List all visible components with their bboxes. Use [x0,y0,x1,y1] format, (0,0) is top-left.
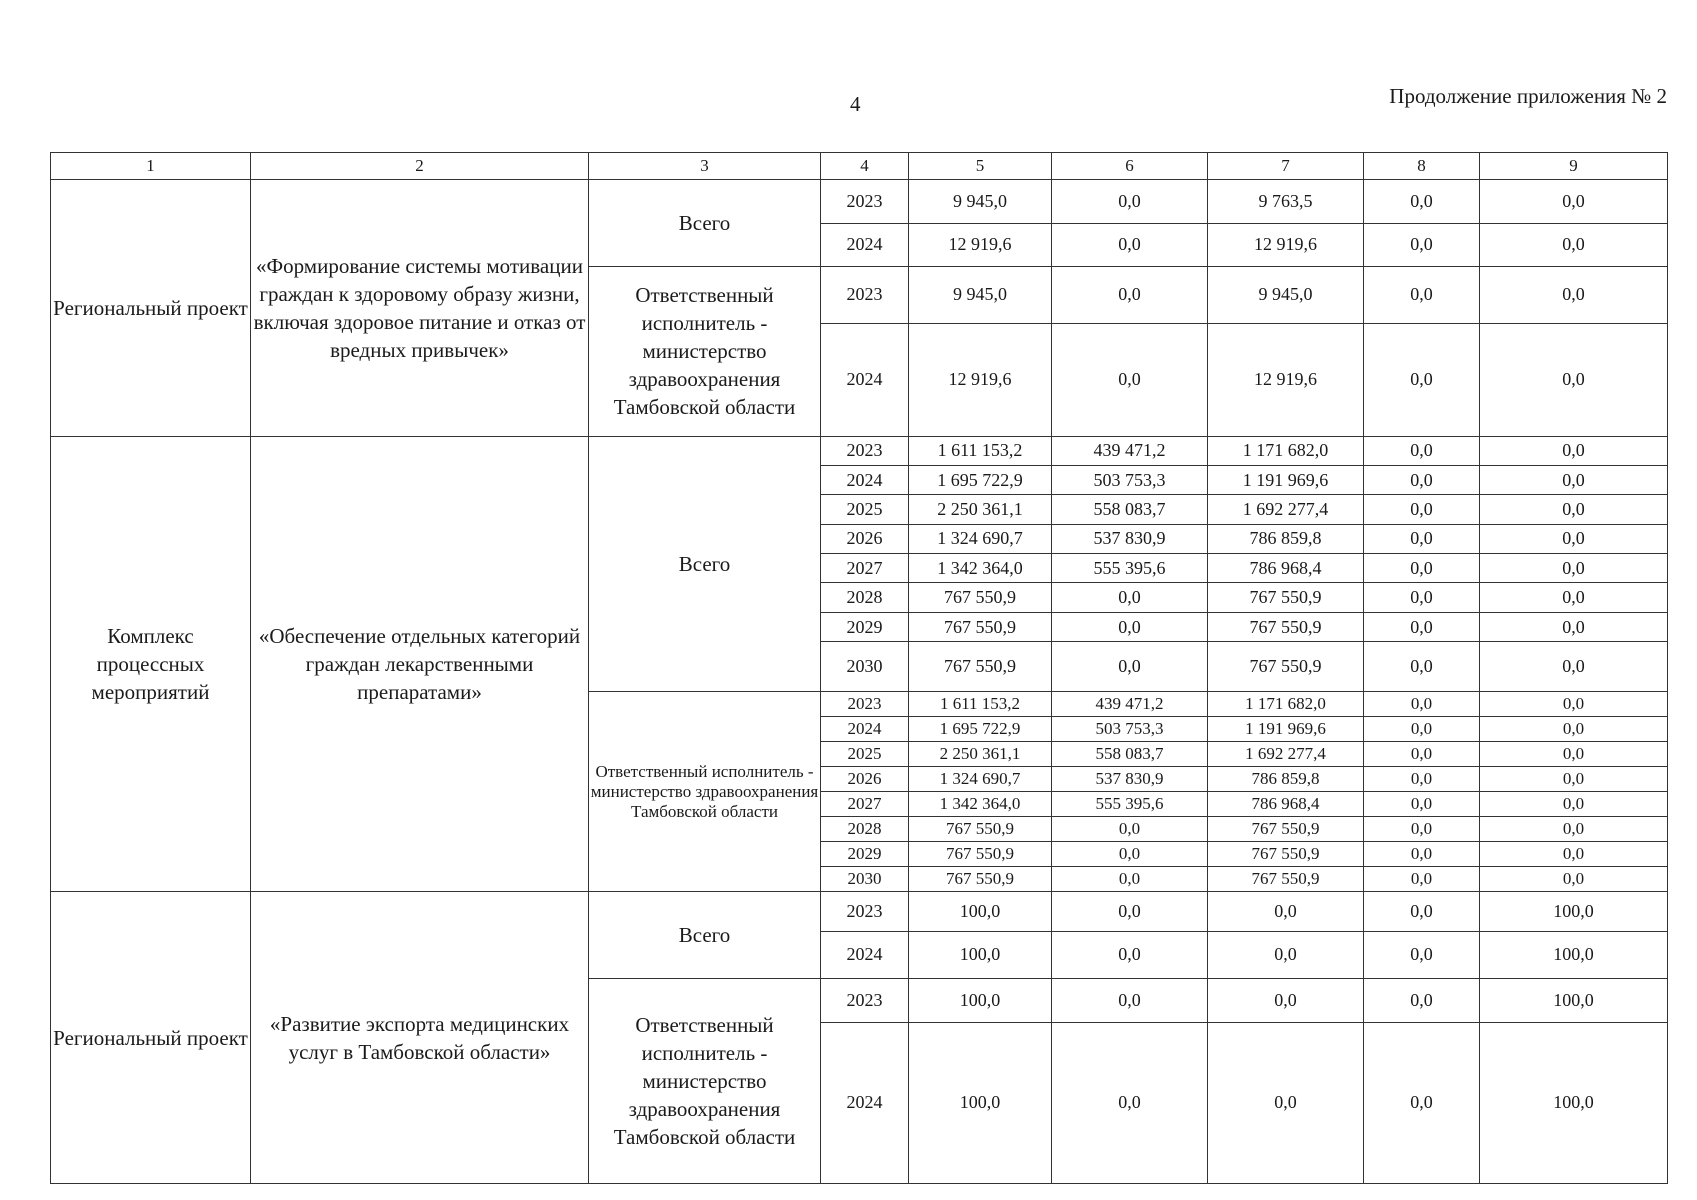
amount-cell: 0,0 [1480,692,1668,717]
amount-cell: 0,0 [1052,867,1208,892]
amount-cell: 0,0 [1208,979,1364,1023]
amount-cell: 2 250 361,1 [909,495,1052,524]
funding-source-cell: Ответственный исполнитель - министерство здравоохранения Тамбовской области [589,979,821,1184]
amount-cell: 503 753,3 [1052,717,1208,742]
amount-cell: 100,0 [1480,1022,1668,1183]
amount-cell: 1 611 153,2 [909,692,1052,717]
year-cell: 2023 [821,692,909,717]
amount-cell: 0,0 [1052,180,1208,224]
amount-cell: 12 919,6 [909,223,1052,267]
amount-cell: 558 083,7 [1052,742,1208,767]
year-cell: 2027 [821,792,909,817]
amount-cell: 0,0 [1052,817,1208,842]
amount-cell: 767 550,9 [909,612,1052,641]
measure-name-cell: «Развитие экспорта медицинских услуг в Тамбовской области» [251,892,589,1184]
amount-cell: 767 550,9 [1208,817,1364,842]
year-cell: 2030 [821,642,909,692]
amount-cell: 0,0 [1052,931,1208,979]
column-header: 1 [51,153,251,180]
year-cell: 2024 [821,1022,909,1183]
amount-cell: 767 550,9 [909,817,1052,842]
amount-cell: 0,0 [1480,267,1668,324]
year-cell: 2023 [821,180,909,224]
amount-cell: 0,0 [1052,223,1208,267]
amount-cell: 0,0 [1052,842,1208,867]
amount-cell: 0,0 [1364,495,1480,524]
amount-cell: 0,0 [1052,979,1208,1023]
amount-cell: 0,0 [1364,692,1480,717]
amount-cell: 0,0 [1480,180,1668,224]
year-cell: 2023 [821,892,909,931]
column-header: 5 [909,153,1052,180]
amount-cell: 9 945,0 [909,267,1052,324]
amount-cell: 100,0 [1480,931,1668,979]
amount-cell: 0,0 [1480,612,1668,641]
amount-cell: 537 830,9 [1052,524,1208,553]
amount-cell: 0,0 [1364,1022,1480,1183]
year-cell: 2024 [821,931,909,979]
measure-type-cell: Региональный проект [51,180,251,437]
amount-cell: 555 395,6 [1052,554,1208,583]
year-cell: 2024 [821,466,909,495]
year-cell: 2025 [821,495,909,524]
amount-cell: 0,0 [1364,742,1480,767]
amount-cell: 0,0 [1208,931,1364,979]
amount-cell: 1 324 690,7 [909,767,1052,792]
amount-cell: 767 550,9 [1208,867,1364,892]
amount-cell: 0,0 [1052,612,1208,641]
amount-cell: 537 830,9 [1052,767,1208,792]
funding-source-cell: Всего [589,436,821,692]
amount-cell: 0,0 [1364,817,1480,842]
funding-source-cell: Ответственный исполнитель - министерство здравоохранения Тамбовской области [589,267,821,437]
amount-cell: 0,0 [1364,842,1480,867]
amount-cell: 9 945,0 [909,180,1052,224]
funding-source-cell: Всего [589,180,821,267]
amount-cell: 0,0 [1364,223,1480,267]
amount-cell: 100,0 [909,892,1052,931]
column-header: 9 [1480,153,1668,180]
amount-cell: 0,0 [1364,267,1480,324]
funding-table [50,152,1668,1184]
measure-name-cell: «Обеспечение отдельных категорий граждан лекарственными препаратами» [251,436,589,892]
amount-cell: 767 550,9 [1208,642,1364,692]
amount-cell: 786 859,8 [1208,767,1364,792]
amount-cell: 0,0 [1480,842,1668,867]
amount-cell: 0,0 [1364,180,1480,224]
amount-cell: 767 550,9 [1208,612,1364,641]
amount-cell: 0,0 [1480,767,1668,792]
year-cell: 2029 [821,842,909,867]
amount-cell: 0,0 [1364,554,1480,583]
amount-cell: 558 083,7 [1052,495,1208,524]
amount-cell: 12 919,6 [1208,223,1364,267]
appendix-continuation-label: Продолжение приложения № 2 [1389,84,1667,108]
amount-cell: 1 695 722,9 [909,717,1052,742]
amount-cell: 100,0 [909,979,1052,1023]
amount-cell: 12 919,6 [1208,323,1364,436]
amount-cell: 1 191 969,6 [1208,717,1364,742]
amount-cell: 12 919,6 [909,323,1052,436]
amount-cell: 767 550,9 [1208,583,1364,612]
amount-cell: 1 695 722,9 [909,466,1052,495]
amount-cell: 0,0 [1364,524,1480,553]
amount-cell: 0,0 [1480,792,1668,817]
amount-cell: 0,0 [1364,867,1480,892]
amount-cell: 1 171 682,0 [1208,692,1364,717]
amount-cell: 767 550,9 [909,642,1052,692]
year-cell: 2028 [821,583,909,612]
amount-cell: 0,0 [1480,223,1668,267]
amount-cell: 0,0 [1208,1022,1364,1183]
funding-source-cell: Всего [589,892,821,979]
measure-type-cell: Комплекс процессных мероприятий [51,436,251,892]
amount-cell: 0,0 [1480,817,1668,842]
amount-cell: 439 471,2 [1052,436,1208,465]
amount-cell: 439 471,2 [1052,692,1208,717]
amount-cell: 0,0 [1364,612,1480,641]
year-cell: 2026 [821,767,909,792]
amount-cell: 0,0 [1480,867,1668,892]
amount-cell: 786 859,8 [1208,524,1364,553]
amount-cell: 767 550,9 [1208,842,1364,867]
amount-cell: 0,0 [1480,495,1668,524]
column-header: 2 [251,153,589,180]
year-cell: 2028 [821,817,909,842]
amount-cell: 100,0 [1480,892,1668,931]
amount-cell: 1 342 364,0 [909,554,1052,583]
amount-cell: 2 250 361,1 [909,742,1052,767]
year-cell: 2025 [821,742,909,767]
page-number: 4 [850,92,861,116]
amount-cell: 0,0 [1364,717,1480,742]
amount-cell: 0,0 [1052,892,1208,931]
amount-cell: 0,0 [1364,892,1480,931]
funding-source-cell: Ответственный исполнитель - министерство здравоохранения Тамбовской области [589,692,821,892]
table-row [51,436,1668,465]
amount-cell: 0,0 [1364,466,1480,495]
year-cell: 2029 [821,612,909,641]
amount-cell: 100,0 [909,1022,1052,1183]
measure-type-cell: Региональный проект [51,892,251,1184]
table-row [51,892,1668,931]
column-header: 7 [1208,153,1364,180]
table-body [51,180,1668,1184]
amount-cell: 0,0 [1208,892,1364,931]
amount-cell: 0,0 [1364,323,1480,436]
amount-cell: 555 395,6 [1052,792,1208,817]
amount-cell: 767 550,9 [909,842,1052,867]
amount-cell: 0,0 [1364,979,1480,1023]
amount-cell: 0,0 [1480,554,1668,583]
amount-cell: 0,0 [1052,583,1208,612]
year-cell: 2023 [821,436,909,465]
amount-cell: 1 611 153,2 [909,436,1052,465]
year-cell: 2024 [821,323,909,436]
amount-cell: 0,0 [1480,524,1668,553]
amount-cell: 0,0 [1480,323,1668,436]
amount-cell: 0,0 [1052,267,1208,324]
amount-cell: 0,0 [1052,1022,1208,1183]
table-row [51,180,1668,224]
amount-cell: 1 342 364,0 [909,792,1052,817]
column-header: 8 [1364,153,1480,180]
amount-cell: 0,0 [1364,583,1480,612]
amount-cell: 767 550,9 [909,583,1052,612]
amount-cell: 0,0 [1364,931,1480,979]
amount-cell: 1 191 969,6 [1208,466,1364,495]
amount-cell: 0,0 [1480,583,1668,612]
year-cell: 2023 [821,979,909,1023]
amount-cell: 1 692 277,4 [1208,495,1364,524]
year-cell: 2027 [821,554,909,583]
amount-cell: 1 692 277,4 [1208,742,1364,767]
amount-cell: 0,0 [1480,642,1668,692]
year-cell: 2026 [821,524,909,553]
year-cell: 2024 [821,717,909,742]
column-number-row [51,153,1668,180]
column-header: 3 [589,153,821,180]
amount-cell: 100,0 [1480,979,1668,1023]
amount-cell: 0,0 [1364,642,1480,692]
amount-cell: 9 763,5 [1208,180,1364,224]
amount-cell: 0,0 [1364,436,1480,465]
amount-cell: 0,0 [1052,642,1208,692]
amount-cell: 767 550,9 [909,867,1052,892]
amount-cell: 786 968,4 [1208,554,1364,583]
measure-name-cell: «Формирование системы мотивации граждан к здоровому образу жизни, включая здоровое питание и отказ от вредных привычек» [251,180,589,437]
year-cell: 2030 [821,867,909,892]
amount-cell: 1 324 690,7 [909,524,1052,553]
amount-cell: 0,0 [1480,466,1668,495]
column-header: 4 [821,153,909,180]
amount-cell: 0,0 [1364,767,1480,792]
column-header: 6 [1052,153,1208,180]
amount-cell: 1 171 682,0 [1208,436,1364,465]
year-cell: 2024 [821,223,909,267]
amount-cell: 503 753,3 [1052,466,1208,495]
amount-cell: 9 945,0 [1208,267,1364,324]
amount-cell: 0,0 [1052,323,1208,436]
amount-cell: 0,0 [1480,436,1668,465]
amount-cell: 0,0 [1364,792,1480,817]
amount-cell: 0,0 [1480,742,1668,767]
year-cell: 2023 [821,267,909,324]
amount-cell: 100,0 [909,931,1052,979]
amount-cell: 0,0 [1480,717,1668,742]
amount-cell: 786 968,4 [1208,792,1364,817]
